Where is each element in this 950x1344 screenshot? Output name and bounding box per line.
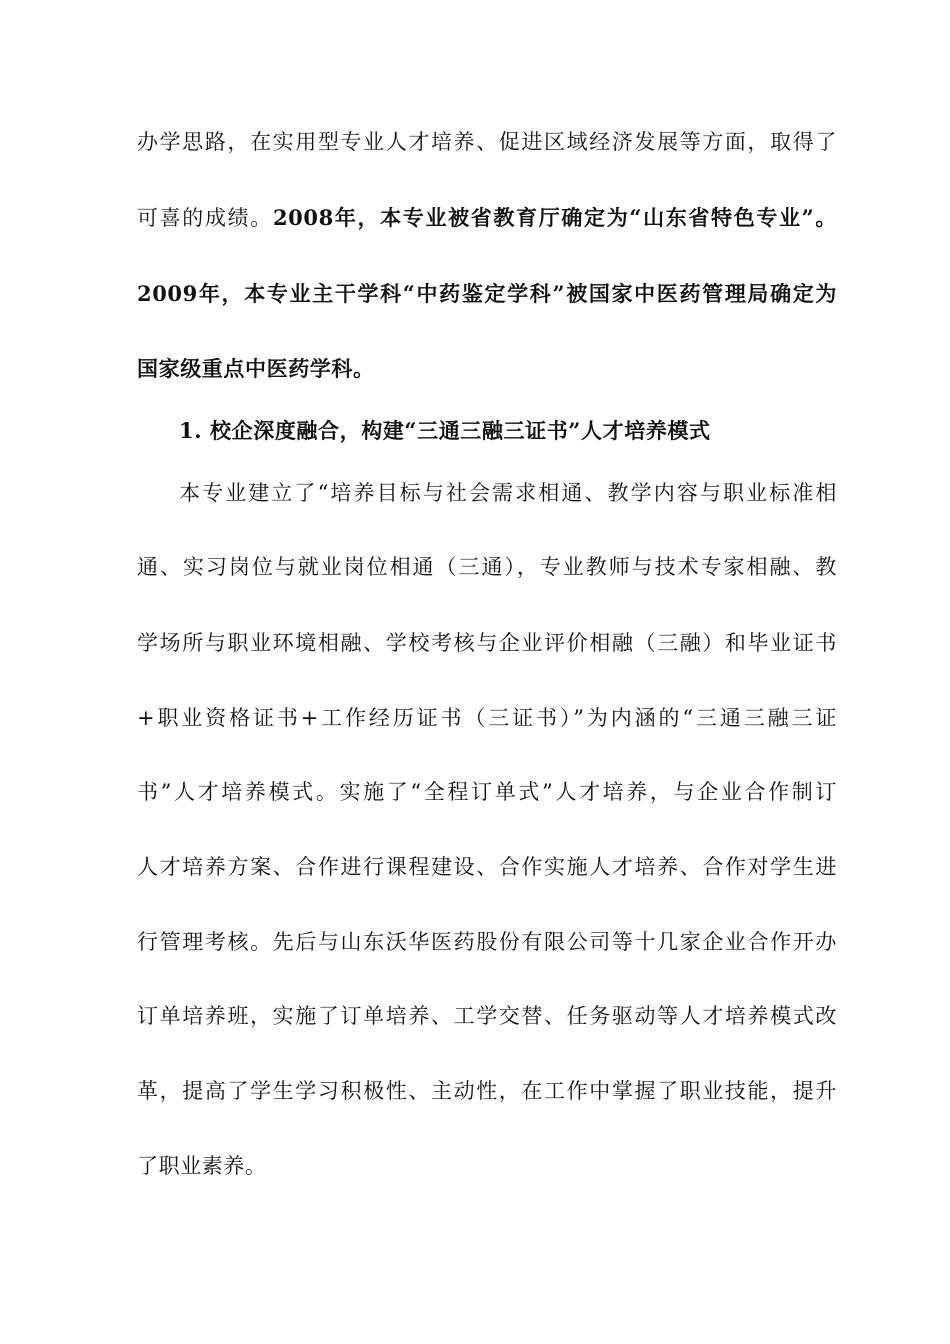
paragraph1-line1: 办学思路，在实用型专业人才培养、促进区域经济发展等方面，取得了 bbox=[137, 130, 837, 154]
paragraph1-line4: 国家级重点中医药学科。 bbox=[137, 356, 375, 381]
paragraph2-line1: 本专业建立了“培养目标与社会需求相通、教学内容与职业标准相 bbox=[179, 481, 837, 505]
paragraph2-line7: 行管理考核。先后与山东沃华医药股份有限公司等十几家企业合作开办 bbox=[137, 930, 837, 954]
paragraph2-line2: 通、实习岗位与就业岗位相通（三通），专业教师与技术专家相融、教 bbox=[137, 555, 837, 579]
paragraph2-line4: +职业资格证书+工作经历证书（三证书）”为内涵的“三通三融三证 bbox=[137, 706, 837, 730]
paragraph1-line2 bbox=[137, 203, 837, 233]
paragraph2-line10: 了职业素养。 bbox=[137, 1154, 267, 1178]
paragraph1-line2-bold: 2008年，本专业被省教育厅确定为“山东省特色专业”。 bbox=[272, 205, 837, 230]
paragraph2-line9: 革，提高了学生学习积极性、主动性，在工作中掌握了职业技能，提升 bbox=[137, 1079, 837, 1103]
paragraph2-line3: 学场所与职业环境相融、学校考核与企业评价相融（三融）和毕业证书 bbox=[137, 631, 837, 655]
paragraph1-line2-normal: 可喜的成绩。 bbox=[137, 206, 273, 230]
paragraph2-line6: 人才培养方案、合作进行课程建设、合作实施人才培养、合作对学生进 bbox=[137, 855, 837, 879]
section-heading: 1. 校企深度融合，构建“三通三融三证书”人才培养模式 bbox=[179, 418, 711, 443]
paragraph2-line5: 书”人才培养模式。实施了“全程订单式”人才培养，与企业合作制订 bbox=[137, 780, 837, 804]
paragraph2-line8: 订单培养班，实施了订单培养、工学交替、任务驱动等人才培养模式改 bbox=[137, 1004, 837, 1028]
paragraph1-line3: 2009年，本专业主干学科“中药鉴定学科”被国家中医药管理局确定为 bbox=[137, 281, 837, 306]
